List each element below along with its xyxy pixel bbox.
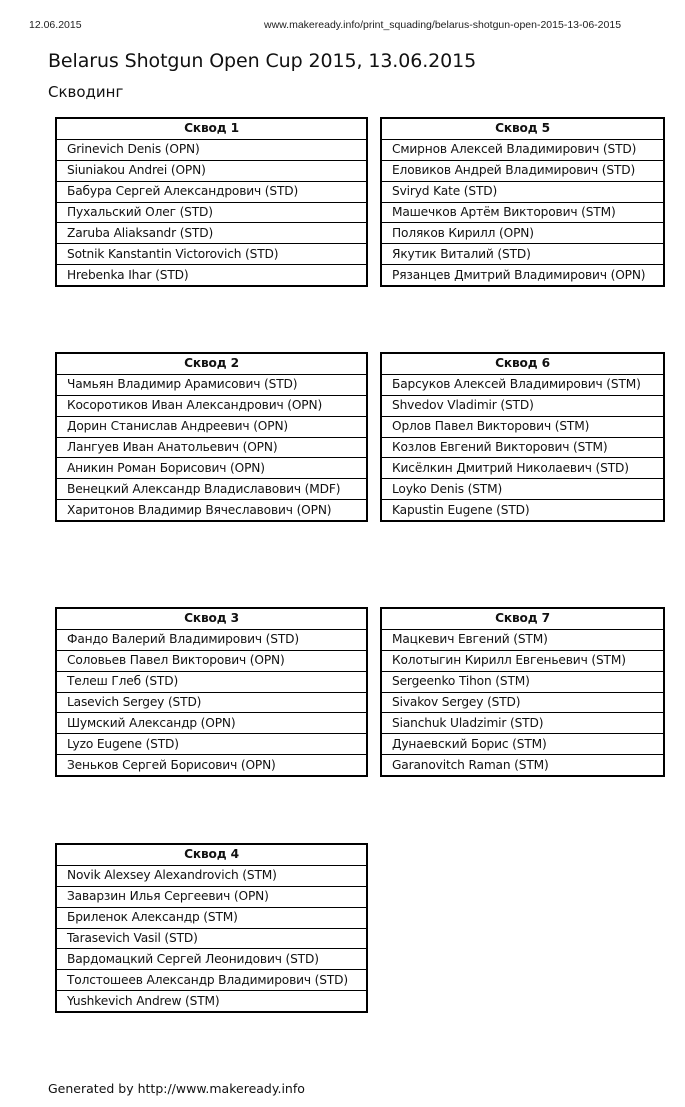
squad-member: Аникин Роман Борисович (OPN) [56, 458, 367, 479]
squad-member: Kapustin Eugene (STD) [381, 500, 664, 521]
footer-generated-by: Generated by http://www.makeready.info [48, 1081, 305, 1096]
squad-member: Смирнов Алексей Владимирович (STD) [381, 139, 664, 160]
squad-member: Чамьян Владимир Арамисович (STD) [56, 374, 367, 395]
page-subtitle: Скводинг [48, 83, 124, 101]
squad-member: Sergeenko Tihon (STM) [381, 671, 664, 692]
squad-title: Сквод 3 [56, 608, 367, 629]
squad-member: Толстошеев Александр Владимирович (STD) [56, 970, 367, 991]
squad-member: Yushkevich Andrew (STM) [56, 991, 367, 1012]
squad-title: Сквод 2 [56, 353, 367, 374]
squad-table-6 [380, 352, 665, 522]
squad-member: Lasevich Sergey (STD) [56, 692, 367, 713]
squad-member: Фандо Валерий Владимирович (STD) [56, 629, 367, 650]
squad-member: Siuniakou Andrei (OPN) [56, 160, 367, 181]
squad-member: Grinevich Denis (OPN) [56, 139, 367, 160]
squad-member: Харитонов Владимир Вячеславович (OPN) [56, 500, 367, 521]
squad-member: Sianchuk Uladzimir (STD) [381, 713, 664, 734]
squad-table-4 [55, 843, 368, 1013]
squad-table-1 [55, 117, 368, 287]
squad-member: Кисёлкин Дмитрий Николаевич (STD) [381, 458, 664, 479]
squad-member: Зеньков Сергей Борисович (OPN) [56, 755, 367, 776]
squad-member: Пухальский Олег (STD) [56, 202, 367, 223]
squad-member: Sotnik Kanstantin Victorovich (STD) [56, 244, 367, 265]
squad-member: Garanovitch Raman (STM) [381, 755, 664, 776]
squad-member: Shvedov Vladimir (STD) [381, 395, 664, 416]
print-date: 12.06.2015 [29, 19, 82, 31]
squad-title: Сквод 4 [56, 844, 367, 865]
squad-table-7 [380, 607, 665, 777]
squad-member: Соловьев Павел Викторович (OPN) [56, 650, 367, 671]
squad-title: Сквод 5 [381, 118, 664, 139]
squad-member: Еловиков Андрей Владимирович (STD) [381, 160, 664, 181]
squad-member: Вардомацкий Сергей Леонидович (STD) [56, 949, 367, 970]
squad-member: Поляков Кирилл (OPN) [381, 223, 664, 244]
squad-member: Венецкий Александр Владиславович (MDF) [56, 479, 367, 500]
squad-member: Zaruba Aliaksandr (STD) [56, 223, 367, 244]
squad-member: Косоротиков Иван Александрович (OPN) [56, 395, 367, 416]
squad-member: Рязанцев Дмитрий Владимирович (OPN) [381, 265, 664, 286]
squad-member: Машечков Артём Викторович (STM) [381, 202, 664, 223]
squad-title: Сквод 1 [56, 118, 367, 139]
squad-member: Sivakov Sergey (STD) [381, 692, 664, 713]
squad-member: Барсуков Алексей Владимирович (STM) [381, 374, 664, 395]
squad-table-5 [380, 117, 665, 287]
squad-member: Lyzo Eugene (STD) [56, 734, 367, 755]
squad-member: Loyko Denis (STM) [381, 479, 664, 500]
squad-title: Сквод 6 [381, 353, 664, 374]
squad-member: Бриленок Александр (STM) [56, 907, 367, 928]
squad-member: Колотыгин Кирилл Евгеньевич (STM) [381, 650, 664, 671]
squad-member: Мацкевич Евгений (STM) [381, 629, 664, 650]
squad-member: Бабура Сергей Александрович (STD) [56, 181, 367, 202]
squad-member: Телеш Глеб (STD) [56, 671, 367, 692]
squad-table-2 [55, 352, 368, 522]
squad-member: Козлов Евгений Викторович (STM) [381, 437, 664, 458]
squad-member: Sviryd Kate (STD) [381, 181, 664, 202]
squad-member: Дорин Станислав Андреевич (OPN) [56, 416, 367, 437]
squad-member: Заварзин Илья Сергеевич (OPN) [56, 886, 367, 907]
squad-member: Hrebenka Ihar (STD) [56, 265, 367, 286]
squad-member: Лангуев Иван Анатольевич (OPN) [56, 437, 367, 458]
squad-table-3 [55, 607, 368, 777]
squad-title: Сквод 7 [381, 608, 664, 629]
squad-member: Дунаевский Борис (STM) [381, 734, 664, 755]
squad-member: Novik Alexsey Alexandrovich (STM) [56, 865, 367, 886]
squad-member: Орлов Павел Викторович (STM) [381, 416, 664, 437]
squad-member: Tarasevich Vasil (STD) [56, 928, 367, 949]
print-header [0, 19, 685, 33]
squad-member: Якутик Виталий (STD) [381, 244, 664, 265]
page-title: Belarus Shotgun Open Cup 2015, 13.06.2015 [48, 50, 477, 72]
squad-member: Шумский Александр (OPN) [56, 713, 367, 734]
print-url: www.makeready.info/print_squading/belarus-shotgun-open-2015-13-06-2015 [264, 19, 622, 31]
